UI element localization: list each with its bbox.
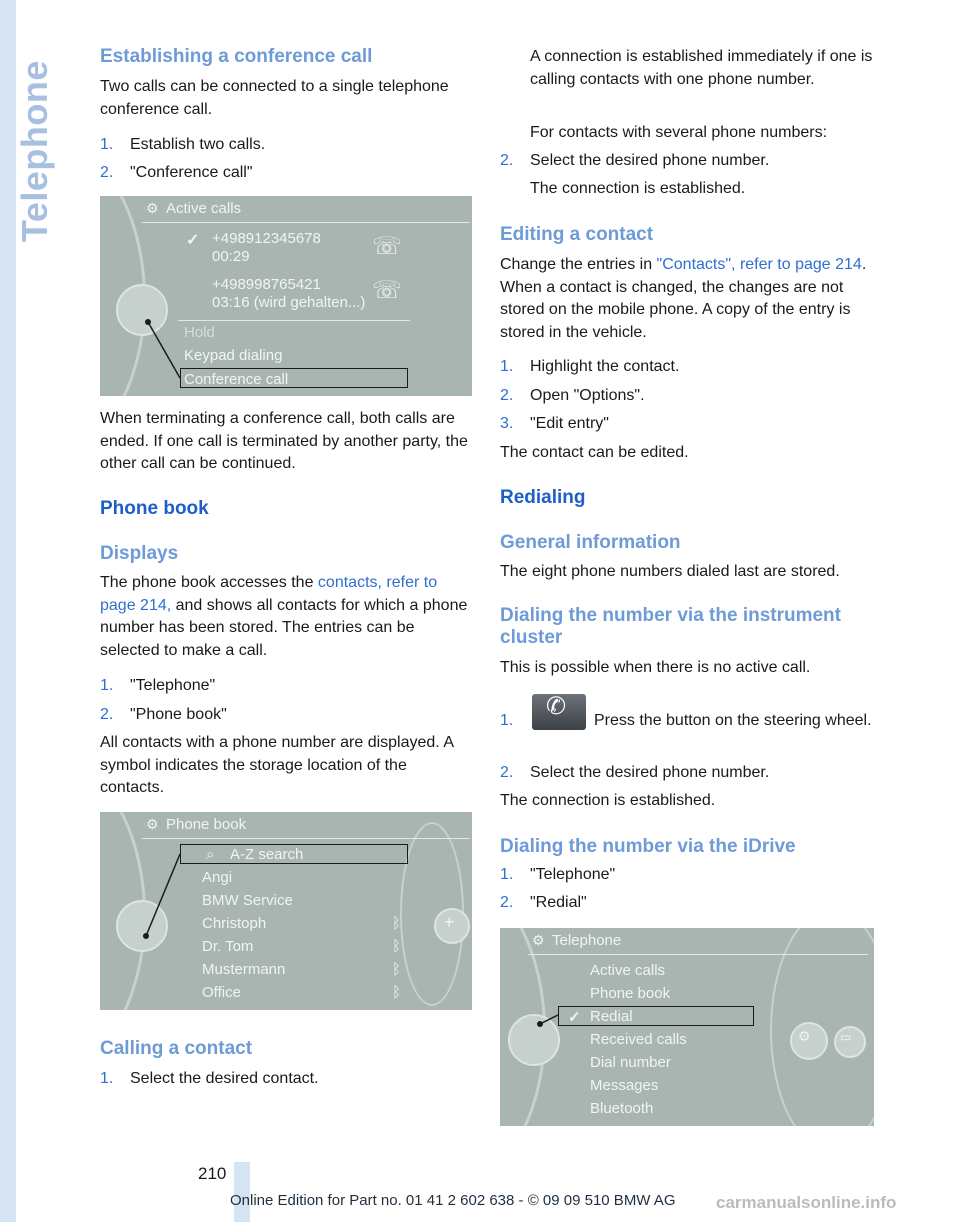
contacts-page-link[interactable]: "Contacts", refer to page 214 bbox=[656, 256, 862, 273]
screen-title: Active calls bbox=[166, 200, 242, 217]
contact-angi: Angi bbox=[202, 869, 233, 886]
menu-icon: ⚙ bbox=[798, 1028, 811, 1044]
displays-para: The phone book accesses the contacts, refer to page 214, and shows all contacts for which a phone number has been stored. The entries can be selected to make a call. bbox=[100, 574, 468, 659]
check-icon: ✓ bbox=[568, 1009, 581, 1026]
bluetooth-icon: ᛒ bbox=[392, 961, 402, 978]
menu-icon: ⚙ bbox=[146, 200, 159, 216]
contact-christoph: Christoph bbox=[202, 915, 267, 932]
active-calls-screenshot bbox=[100, 196, 472, 396]
conference-intro: Two calls can be connected to a single telephone conference call. bbox=[100, 78, 449, 118]
plus-icon: + bbox=[444, 912, 455, 932]
contact-connect-para: A connection is established immediately if one is calling contacts with one phone number. bbox=[530, 48, 873, 88]
contacts-link[interactable]: contacts, refer to page 214, bbox=[100, 574, 438, 614]
cluster-step-1: 1. ✆ Press the button on the steering wheel. bbox=[500, 693, 872, 729]
call2-time: 03:16 (wird gehalten...) bbox=[212, 294, 366, 311]
contact-mustermann: Mustermann bbox=[202, 961, 286, 978]
edit-result: The contact can be edited. bbox=[500, 444, 689, 461]
page-number: 210 bbox=[198, 1164, 227, 1183]
heading-calling-contact: Calling a contact bbox=[100, 1038, 253, 1059]
heading-redialing: Redialing bbox=[500, 487, 586, 508]
callout-line bbox=[100, 812, 472, 1010]
cluster-para: This is possible when there is no active call. bbox=[500, 659, 811, 676]
screen-title: Telephone bbox=[552, 932, 622, 949]
search-icon: ⌕ bbox=[206, 846, 215, 863]
handset-icon: ☏ bbox=[372, 233, 403, 260]
handset-hold-icon: ☏ bbox=[372, 277, 403, 304]
contact-office: Office bbox=[202, 984, 241, 1001]
section-title: Telephone bbox=[14, 60, 55, 242]
cluster-result: The connection is established. bbox=[500, 792, 716, 809]
menu-received-calls: Received calls bbox=[590, 1031, 687, 1048]
screen-title: Phone book bbox=[166, 816, 247, 833]
heading-instrument-cluster: Dialing the number via the instrument cluster bbox=[500, 605, 841, 648]
bluetooth-icon: ᛒ bbox=[392, 938, 402, 955]
edit-para: Change the entries in "Contacts", refer to page 214. When a contact is changed, the changes are not stored on the mobile phone. A copy of the entry is stored in the vehicle. bbox=[500, 256, 867, 341]
options-icon: ▭ bbox=[840, 1030, 852, 1044]
call2-number: +498998765421 bbox=[212, 276, 321, 293]
menu-dial-number: Dial number bbox=[590, 1054, 671, 1071]
phone-icon: ✆ bbox=[546, 693, 567, 720]
contact-several-para: For contacts with several phone numbers: bbox=[530, 124, 828, 141]
callout-line bbox=[500, 928, 874, 1126]
watermark: carmanualsonline.info bbox=[716, 1193, 897, 1212]
menu-keypad: Keypad dialing bbox=[184, 347, 283, 364]
heading-displays: Displays bbox=[100, 543, 179, 564]
menu-icon: ⚙ bbox=[146, 816, 159, 832]
menu-messages: Messages bbox=[590, 1077, 659, 1094]
footer-text: Online Edition for Part no. 01 41 2 602 638 - © 09 09 510 BMW AG bbox=[230, 1192, 676, 1209]
contact-established: The connection is established. bbox=[530, 180, 746, 197]
conference-end-para: When terminating a conference call, both calls are ended. If one call is terminated by another party, the other call can be continued. bbox=[100, 410, 468, 472]
call1-number: +498912345678 bbox=[212, 230, 321, 247]
menu-active-calls: Active calls bbox=[590, 962, 666, 979]
heading-general-info: General information bbox=[500, 532, 681, 553]
menu-redial: Redial bbox=[590, 1008, 633, 1025]
heading-conference: Establishing a conference call bbox=[100, 46, 373, 67]
callout-line bbox=[100, 196, 472, 396]
contact-bmw-service: BMW Service bbox=[202, 892, 293, 909]
heading-phone-book: Phone book bbox=[100, 498, 209, 519]
telephone-menu-screenshot bbox=[500, 928, 874, 1126]
check-icon: ✓ bbox=[186, 232, 200, 249]
contact-dr-tom: Dr. Tom bbox=[202, 938, 254, 955]
menu-hold: Hold bbox=[184, 324, 215, 341]
menu-bluetooth: Bluetooth bbox=[590, 1100, 654, 1117]
az-search: A-Z search bbox=[230, 846, 304, 863]
heading-idrive: Dialing the number via the iDrive bbox=[500, 836, 796, 857]
section-tab bbox=[14, 42, 54, 242]
bluetooth-icon: ᛒ bbox=[392, 915, 402, 932]
phone-book-screenshot bbox=[100, 812, 472, 1010]
general-para: The eight phone numbers dialed last are stored. bbox=[500, 563, 840, 580]
menu-icon: ⚙ bbox=[532, 932, 545, 948]
menu-conference: Conference call bbox=[184, 371, 289, 388]
displays-para2: All contacts with a phone number are displayed. A symbol indicates the storage location of the contacts. bbox=[100, 734, 454, 796]
heading-editing: Editing a contact bbox=[500, 224, 654, 245]
menu-phone-book: Phone book bbox=[590, 985, 671, 1002]
bluetooth-icon: ᛒ bbox=[392, 984, 402, 1001]
call1-time: 00:29 bbox=[212, 248, 250, 265]
